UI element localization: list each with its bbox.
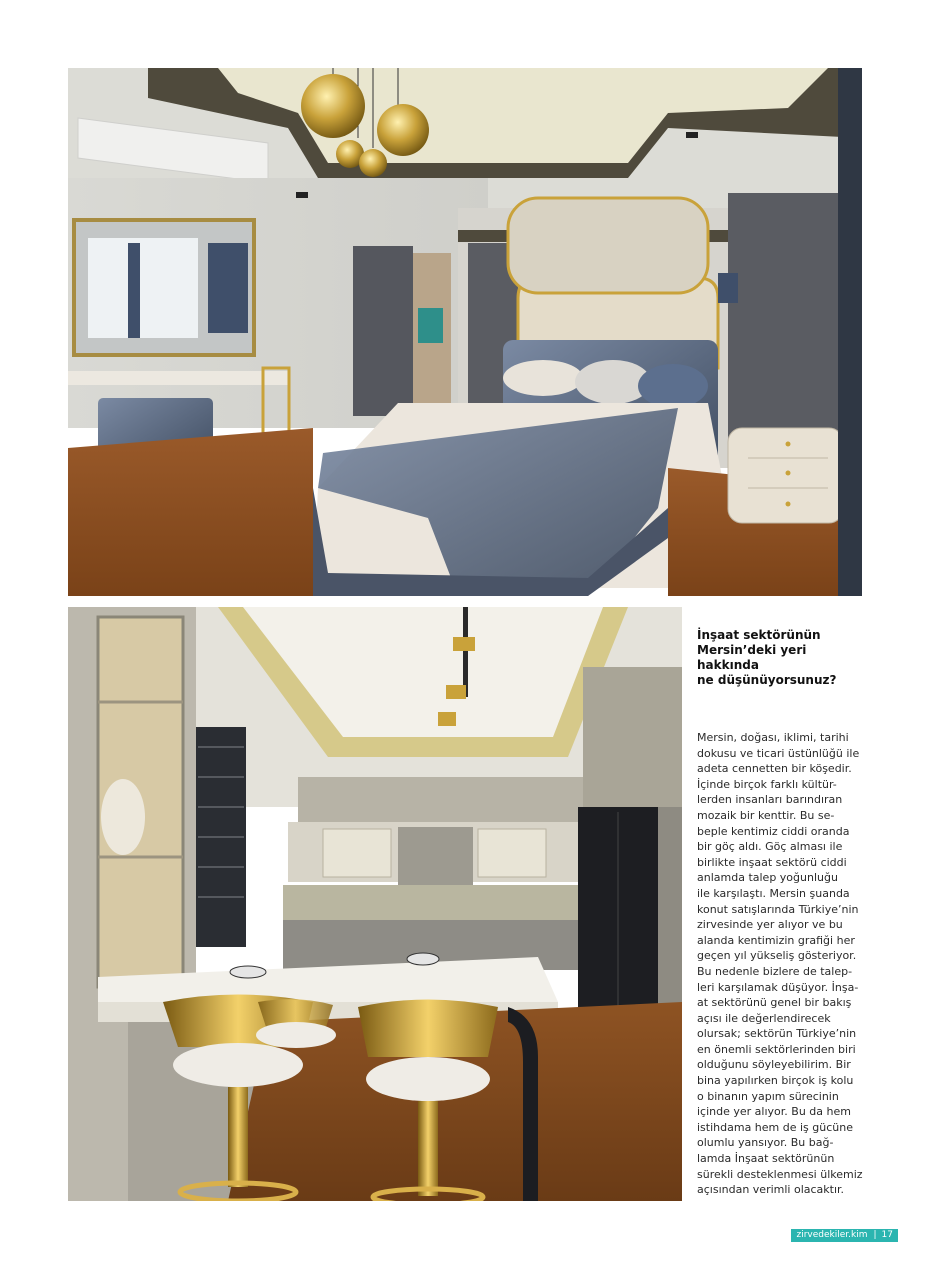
body-line: konut satışlarında Türkiye’nin <box>697 902 859 916</box>
body-line: adeta cennetten bir köşedir. <box>697 762 852 776</box>
footer-separator: | <box>873 1230 877 1240</box>
body-line: dokusu ve ticari üstünlüğü ile <box>697 746 860 760</box>
body-line: ile karşılaştı. Mersin şuanda <box>697 886 850 900</box>
body-line: açısından verimli olacaktır. <box>697 1183 845 1197</box>
article-heading <box>697 628 865 688</box>
body-line: Mersin, doğası, iklimi, tarihi <box>697 731 849 744</box>
body-line: beple kentimiz ciddi oranda <box>697 824 850 838</box>
heading-line: hakkında <box>697 658 759 672</box>
body-line: leri karşılamak düşüyor. İnşa- <box>697 980 859 994</box>
body-line: lamda İnşaat sektörünün <box>697 1152 835 1166</box>
body-line: lerden insanları barındıran <box>697 793 843 807</box>
footer-site-link[interactable]: zirvedekiler.kim <box>791 1229 871 1242</box>
body-line: mozaik bir kenttir. Bu se- <box>697 808 835 822</box>
body-line: bir göç aldı. Göç alması ile <box>697 840 843 854</box>
heading-line: ne düşünüyorsunuz? <box>697 673 837 687</box>
heading-line: İnşaat sektörünün <box>697 628 821 642</box>
body-line: sürekli desteklenmesi ülkemiz <box>697 1167 863 1181</box>
page-footer <box>791 1229 898 1242</box>
kitchen-photo <box>68 607 682 1201</box>
heading-line: Mersin’deki yeri <box>697 643 807 657</box>
body-line: içinde yer alıyor. Bu da hem <box>697 1105 851 1119</box>
body-line: en önemli sektörlerinden biri <box>697 1042 856 1056</box>
body-line: bina yapılırken birçok iş kolu <box>697 1074 854 1088</box>
body-line: zirvesinde yer alıyor ve bu <box>697 918 843 932</box>
body-line: alanda kentimizin grafiği her <box>697 933 855 947</box>
kitchen-illustration <box>68 607 682 1201</box>
body-line: anlamda talep yoğunluğu <box>697 871 838 885</box>
page-number: 17 <box>879 1229 898 1242</box>
body-line: İçinde birçok farklı kültür- <box>697 777 837 791</box>
article-column <box>697 628 865 1198</box>
article-body <box>697 730 865 1198</box>
body-line: olduğunu söyleyebilirim. Bir <box>697 1058 851 1072</box>
body-line: at sektörünü genel bir bakış <box>697 996 852 1010</box>
body-line: olumlu yansıyor. Bu bağ- <box>697 1136 834 1150</box>
body-line: olursak; sektörün Türkiye’nin <box>697 1027 857 1041</box>
bedroom-illustration <box>68 68 862 596</box>
body-line: istihdama hem de iş gücüne <box>697 1120 853 1134</box>
body-line: birlikte inşaat sektörü ciddi <box>697 855 847 869</box>
body-line: açısı ile değerlendirecek <box>697 1011 831 1025</box>
body-line: geçen yıl yükseliş gösteriyor. <box>697 949 857 963</box>
body-line: Bu nedenle bizlere de talep- <box>697 964 853 978</box>
body-line: o binanın yapım sürecinin <box>697 1089 839 1103</box>
bedroom-photo <box>68 68 862 596</box>
